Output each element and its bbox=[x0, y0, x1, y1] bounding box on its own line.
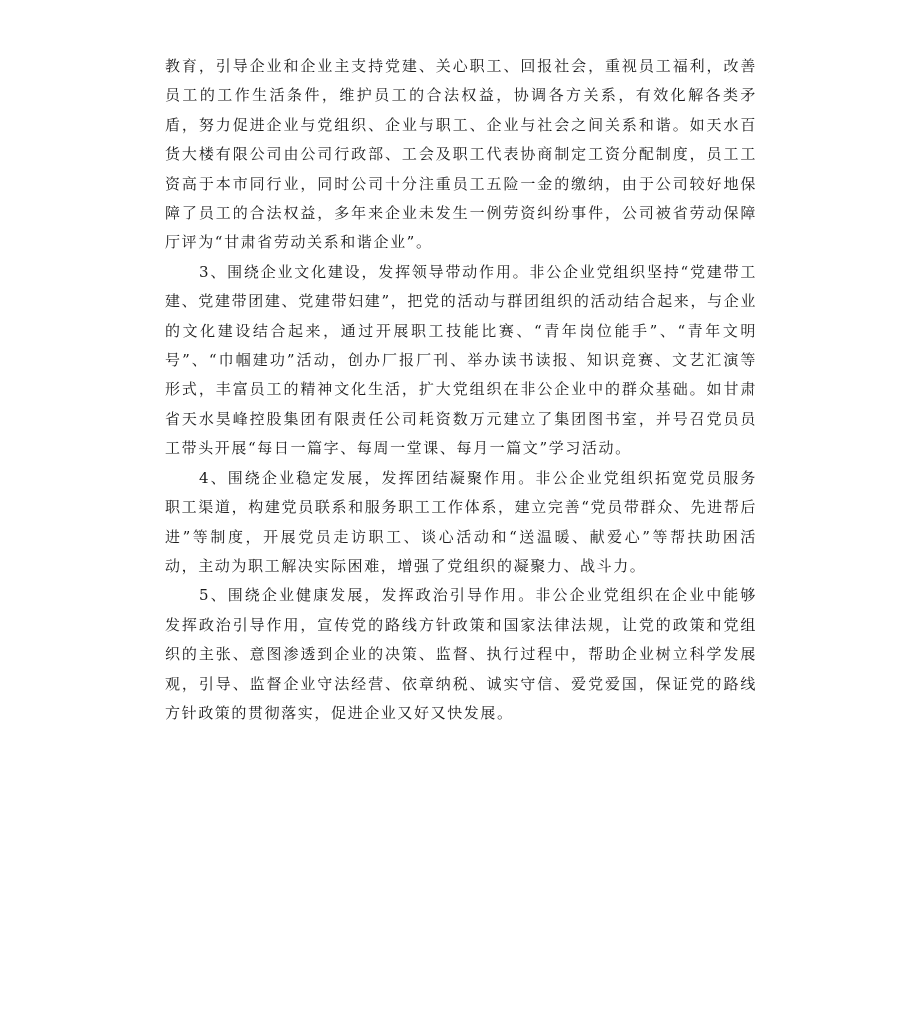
paragraph-healthy-development: 5、围绕企业健康发展，发挥政治引导作用。非公企业党组织在企业中能够发挥政治引导作用，宣传党的路线方针政策和国家法律法规，让党的政策和党组织的主张、意图渗透到企业的决策、监督、执行过程中，帮助企业树立科学发展观，引导、监督企业守法经营、依章纳税、诚实守信、爱党爱国，保证党的路线方针政策的贯彻落实，促进企业又好又快发展。 bbox=[165, 586, 757, 722]
paragraph-culture-building: 3、围绕企业文化建设，发挥领导带动作用。非公企业党组织坚持“党建带工建、党建带团建、党建带妇建”，把党的活动与群团组织的活动结合起来，与企业的文化建设结合起来，通过开展职工技能比赛、“青年岗位能手”、“青年文明号”、“巾帼建功”活动，创办厂报厂刊、举办读书读报、知识竞赛、文艺汇演等形式，丰富员工的精神文化生活，扩大党组织在非公企业中的群众基础。如甘肃省天水昊峰控股集团有限责任公司耗资数万元建立了集团图书室，并号召党员员工带头开展“每日一篇字、每周一堂课、每月一篇文”学习活动。 bbox=[165, 262, 757, 458]
paragraph-stable-development: 4、围绕企业稳定发展，发挥团结凝聚作用。非公企业党组织拓宽党员服务职工渠道，构建党员联系和服务职工工作体系，建立完善“党员带群众、先进帮后进”等制度，开展党员走访职工、谈心活动和“送温暖、献爱心”等帮扶助困活动，主动为职工解决实际困难，增强了党组织的凝聚力、战斗力。 bbox=[165, 468, 757, 575]
document-body bbox=[165, 52, 757, 728]
paragraph-continuation: 教育，引导企业和企业主支持党建、关心职工、回报社会，重视员工福利，改善员工的工作生活条件，维护员工的合法权益，协调各方关系，有效化解各类矛盾，努力促进企业与党组织、企业与职工、企业与社会之间关系和谐。如天水百货大楼有限公司由公司行政部、工会及职工代表协商制定工资分配制度，员工工资高于本市同行业，同时公司十分注重员工五险一金的缴纳，由于公司较好地保障了员工的合法权益，多年来企业未发生一例劳资纠纷事件，公司被省劳动保障厅评为“甘肃省劳动关系和谐企业”。 bbox=[165, 57, 757, 252]
